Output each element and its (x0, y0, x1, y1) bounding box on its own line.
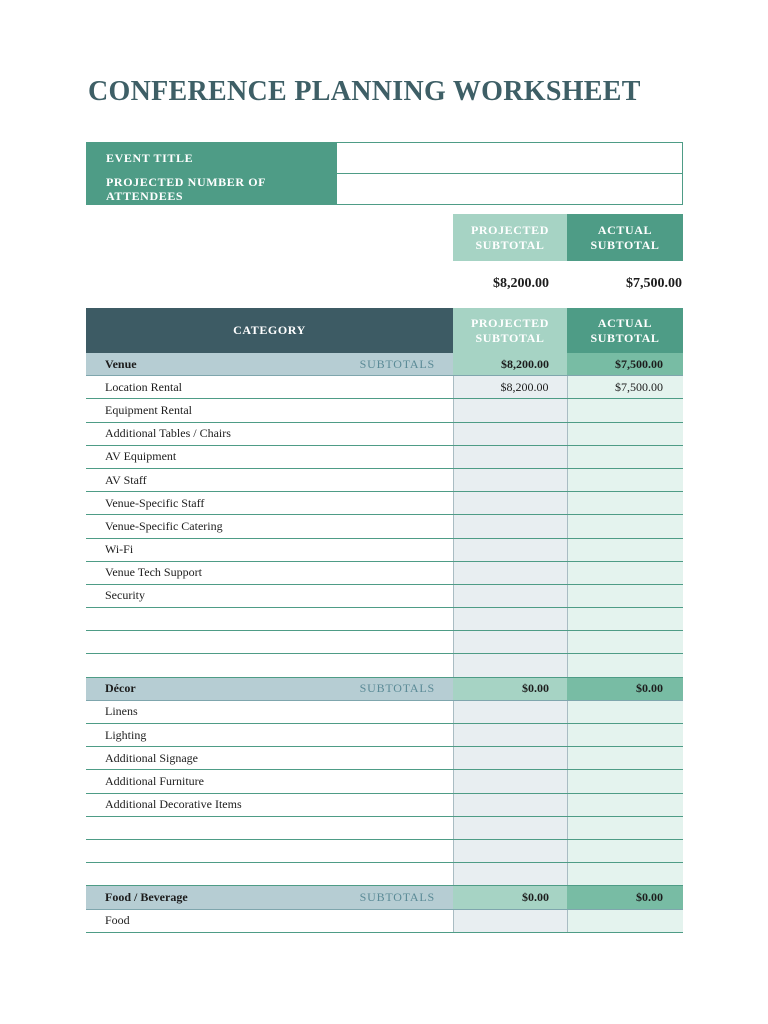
table-row (86, 608, 683, 631)
item-actual-cell[interactable] (567, 793, 683, 816)
item-name-cell[interactable]: AV Staff (86, 468, 453, 491)
item-projected-cell[interactable] (453, 700, 567, 723)
item-actual-cell[interactable] (567, 770, 683, 793)
actual-header-label: ACTUAL SUBTOTAL (590, 315, 660, 345)
item-projected-cell[interactable] (453, 909, 567, 932)
item-projected-cell[interactable] (453, 399, 567, 422)
item-actual-cell[interactable] (567, 816, 683, 839)
section-actual-subtotal: $7,500.00 (567, 353, 683, 376)
item-projected-cell[interactable] (453, 561, 567, 584)
attendees-label: PROJECTED NUMBER OF ATTENDEES (87, 174, 337, 205)
item-name-cell[interactable] (86, 608, 453, 631)
item-projected-cell[interactable] (453, 445, 567, 468)
item-name-cell[interactable]: Additional Decorative Items (86, 793, 453, 816)
item-name-cell[interactable]: Additional Tables / Chairs (86, 422, 453, 445)
item-projected-cell[interactable] (453, 468, 567, 491)
table-row (86, 468, 683, 491)
item-name-cell[interactable]: Wi-Fi (86, 538, 453, 561)
table-row (86, 909, 683, 932)
item-name-cell[interactable]: Security (86, 584, 453, 607)
table-row (86, 839, 683, 862)
summary-actual-label: ACTUAL SUBTOTAL (590, 222, 660, 252)
table-row (86, 538, 683, 561)
item-name-cell[interactable] (86, 863, 453, 886)
summary-actual-value: $7,500.00 (626, 276, 682, 291)
item-projected-cell[interactable] (453, 631, 567, 654)
table-row (86, 816, 683, 839)
table-row (86, 747, 683, 770)
item-projected-cell[interactable] (453, 515, 567, 538)
section-row (86, 353, 683, 376)
item-actual-cell[interactable] (567, 468, 683, 491)
table-row (86, 492, 683, 515)
item-name-cell[interactable]: Venue-Specific Catering (86, 515, 453, 538)
section-category-cell (86, 886, 453, 909)
item-name-cell[interactable] (86, 839, 453, 862)
item-projected-cell[interactable] (453, 538, 567, 561)
item-projected-cell[interactable] (453, 422, 567, 445)
table-row (86, 584, 683, 607)
item-projected-cell[interactable] (453, 654, 567, 677)
item-name-cell[interactable]: Additional Furniture (86, 770, 453, 793)
item-projected-cell[interactable] (453, 608, 567, 631)
page-title: CONFERENCE PLANNING WORKSHEET (88, 76, 641, 107)
table-row (86, 445, 683, 468)
budget-table (86, 308, 683, 933)
item-name-cell[interactable]: Venue-Specific Staff (86, 492, 453, 515)
item-name-cell[interactable]: Linens (86, 700, 453, 723)
item-projected-cell[interactable] (453, 816, 567, 839)
item-actual-cell[interactable] (567, 399, 683, 422)
section-label: Food / Beverage (105, 889, 188, 904)
item-name-cell[interactable]: Venue Tech Support (86, 561, 453, 584)
table-row (86, 770, 683, 793)
section-category-cell (86, 353, 453, 376)
section-label: Décor (105, 681, 136, 696)
table-row (86, 631, 683, 654)
item-actual-cell[interactable] (567, 863, 683, 886)
section-category-cell (86, 677, 453, 700)
section-label: Venue (105, 356, 137, 371)
subtotals-label: SUBTOTALS (359, 889, 435, 904)
item-actual-cell[interactable] (567, 839, 683, 862)
section-projected-subtotal: $0.00 (453, 886, 567, 909)
actual-header (567, 308, 683, 353)
event-title-field[interactable] (337, 143, 683, 174)
summary-projected-value: $8,200.00 (493, 276, 549, 291)
table-row (86, 561, 683, 584)
item-name-cell[interactable] (86, 816, 453, 839)
event-title-label: EVENT TITLE (87, 143, 337, 174)
item-actual-cell[interactable] (567, 700, 683, 723)
summary-actual-header (567, 214, 683, 261)
item-actual-cell[interactable] (567, 445, 683, 468)
item-name-cell[interactable]: Food (86, 909, 453, 932)
item-actual-cell[interactable] (567, 747, 683, 770)
table-row (86, 793, 683, 816)
summary-projected-header (453, 214, 567, 261)
item-name-cell[interactable]: Additional Signage (86, 747, 453, 770)
section-row (86, 886, 683, 909)
item-name-cell[interactable] (86, 631, 453, 654)
section-projected-subtotal: $0.00 (453, 677, 567, 700)
item-projected-cell[interactable]: $8,200.00 (453, 376, 567, 399)
table-row (86, 399, 683, 422)
table-row (86, 376, 683, 399)
item-actual-cell[interactable] (567, 492, 683, 515)
section-actual-subtotal: $0.00 (567, 886, 683, 909)
table-row (86, 654, 683, 677)
item-actual-cell[interactable] (567, 561, 683, 584)
item-projected-cell[interactable] (453, 863, 567, 886)
item-actual-cell[interactable] (567, 909, 683, 932)
table-row (86, 724, 683, 747)
table-row (86, 515, 683, 538)
item-projected-cell[interactable] (453, 492, 567, 515)
item-actual-cell[interactable]: $7,500.00 (567, 376, 683, 399)
attendees-field[interactable] (337, 174, 683, 205)
item-projected-cell[interactable] (453, 770, 567, 793)
item-projected-cell[interactable] (453, 747, 567, 770)
item-projected-cell[interactable] (453, 724, 567, 747)
subtotals-label: SUBTOTALS (359, 681, 435, 696)
category-header: CATEGORY (86, 308, 453, 353)
projected-header (453, 308, 567, 353)
table-row (86, 422, 683, 445)
section-projected-subtotal: $8,200.00 (453, 353, 567, 376)
item-name-cell[interactable]: AV Equipment (86, 445, 453, 468)
item-actual-cell[interactable] (567, 584, 683, 607)
item-actual-cell[interactable] (567, 515, 683, 538)
summary-projected-label: PROJECTED SUBTOTAL (470, 222, 550, 252)
item-projected-cell[interactable] (453, 584, 567, 607)
projected-header-label: PROJECTED SUBTOTAL (470, 315, 550, 345)
table-row (86, 700, 683, 723)
item-actual-cell[interactable] (567, 422, 683, 445)
section-row (86, 677, 683, 700)
section-actual-subtotal: $0.00 (567, 677, 683, 700)
item-name-cell[interactable]: Lighting (86, 724, 453, 747)
item-actual-cell[interactable] (567, 724, 683, 747)
item-name-cell[interactable]: Location Rental (86, 376, 453, 399)
table-row (86, 863, 683, 886)
item-actual-cell[interactable] (567, 538, 683, 561)
table-header-row (86, 308, 683, 353)
item-name-cell[interactable]: Equipment Rental (86, 399, 453, 422)
event-info-table (86, 142, 683, 205)
item-name-cell[interactable] (86, 654, 453, 677)
item-projected-cell[interactable] (453, 793, 567, 816)
item-projected-cell[interactable] (453, 839, 567, 862)
item-actual-cell[interactable] (567, 654, 683, 677)
subtotals-label: SUBTOTALS (359, 356, 435, 371)
item-actual-cell[interactable] (567, 631, 683, 654)
item-actual-cell[interactable] (567, 608, 683, 631)
